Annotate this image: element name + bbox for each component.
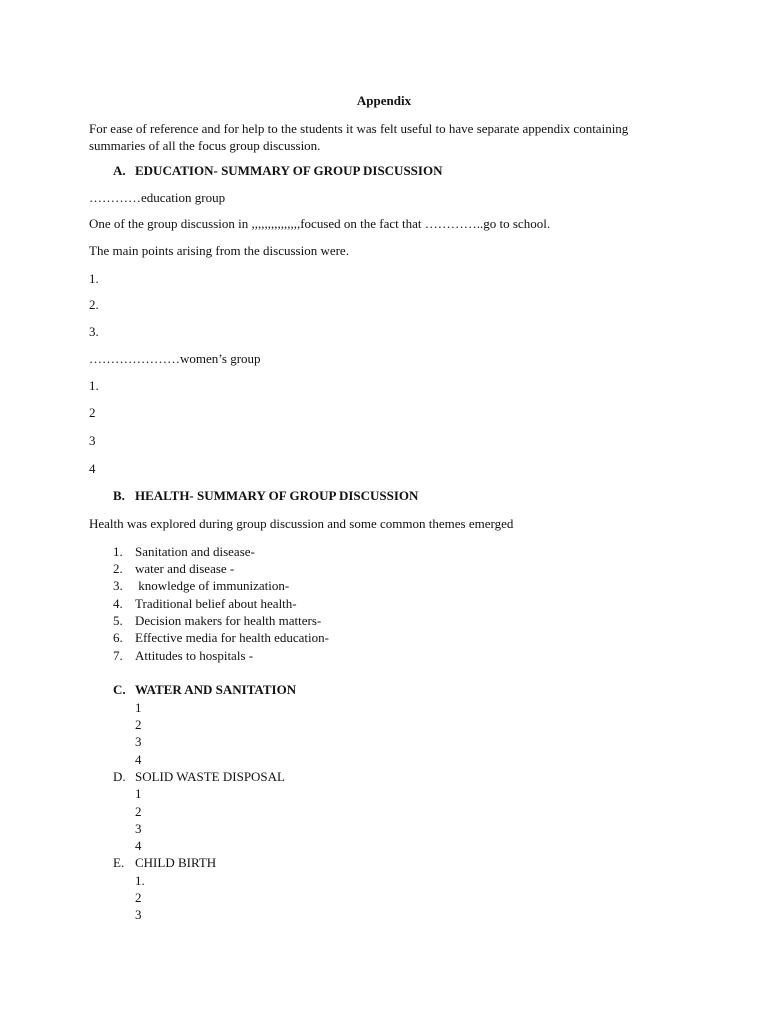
section-e-letter: E. (113, 855, 125, 870)
list-item: 2. (89, 297, 99, 312)
section-b-letter: B. (113, 488, 125, 503)
list-item: 4 (135, 838, 142, 853)
list-number: 5. (113, 613, 123, 628)
section-d-letter: D. (113, 769, 126, 784)
section-a-heading (113, 163, 442, 179)
section-a-letter: A. (113, 163, 126, 178)
intro-paragraph: For ease of reference and for help to the students it was felt useful to have separate appendix containing summaries of all the focus group discussion. (89, 121, 629, 153)
health-intro: Health was explored during group discussion and some common themes emerged (89, 516, 514, 531)
list-item: 3 (135, 907, 142, 922)
list-item: 3 (135, 734, 142, 749)
list-number: 7. (113, 648, 123, 663)
section-a-title: EDUCATION- SUMMARY OF GROUP DISCUSSION (135, 163, 443, 178)
section-b-title: HEALTH- SUMMARY OF GROUP DISCUSSION (135, 488, 419, 503)
womens-group-label: …………………women’s group (89, 351, 261, 366)
list-number: 1. (113, 544, 123, 559)
list-item: 1. (89, 271, 99, 286)
list-item: 4 (89, 461, 96, 476)
section-b-heading (113, 488, 418, 504)
list-number: 2. (113, 561, 123, 576)
list-text: Sanitation and disease- (135, 544, 255, 559)
list-number: 6. (113, 630, 123, 645)
page-title: Appendix (356, 93, 412, 108)
list-item: 1. (89, 378, 99, 393)
list-item: 1 (135, 786, 142, 801)
list-item: 3. (89, 324, 99, 339)
list-item: 2 (135, 804, 142, 819)
section-e-heading (113, 855, 216, 871)
list-number: 3. (113, 578, 123, 593)
section-c-letter: C. (113, 682, 126, 697)
main-points-intro: The main points arising from the discussion were. (89, 243, 349, 258)
list-item: 3 (135, 821, 142, 836)
group-discussion-sentence: One of the group discussion in ,,,,,,,,,,,,,,,focused on the fact that …………..go to school. (89, 216, 551, 231)
education-group-label: …………education group (89, 190, 226, 205)
list-text: Traditional belief about health- (135, 596, 297, 611)
section-d-title: SOLID WASTE DISPOSAL (135, 769, 285, 784)
list-item: 2 (89, 405, 96, 420)
list-text: knowledge of immunization- (135, 578, 290, 593)
list-number: 4. (113, 596, 123, 611)
list-item: 3 (89, 433, 96, 448)
section-e-title: CHILD BIRTH (135, 855, 217, 870)
list-text: water and disease - (135, 561, 235, 576)
section-c-heading (113, 682, 296, 698)
list-item: 2 (135, 717, 142, 732)
list-item: 1 (135, 700, 142, 715)
section-c-title: WATER AND SANITATION (135, 682, 297, 697)
list-text: Effective media for health education- (135, 630, 329, 645)
list-item: 4 (135, 752, 142, 767)
list-text: Decision makers for health matters- (135, 613, 322, 628)
list-item: 2 (135, 890, 142, 905)
list-item: 1. (135, 873, 145, 888)
list-text: Attitudes to hospitals - (135, 648, 254, 663)
section-d-heading (113, 769, 285, 785)
